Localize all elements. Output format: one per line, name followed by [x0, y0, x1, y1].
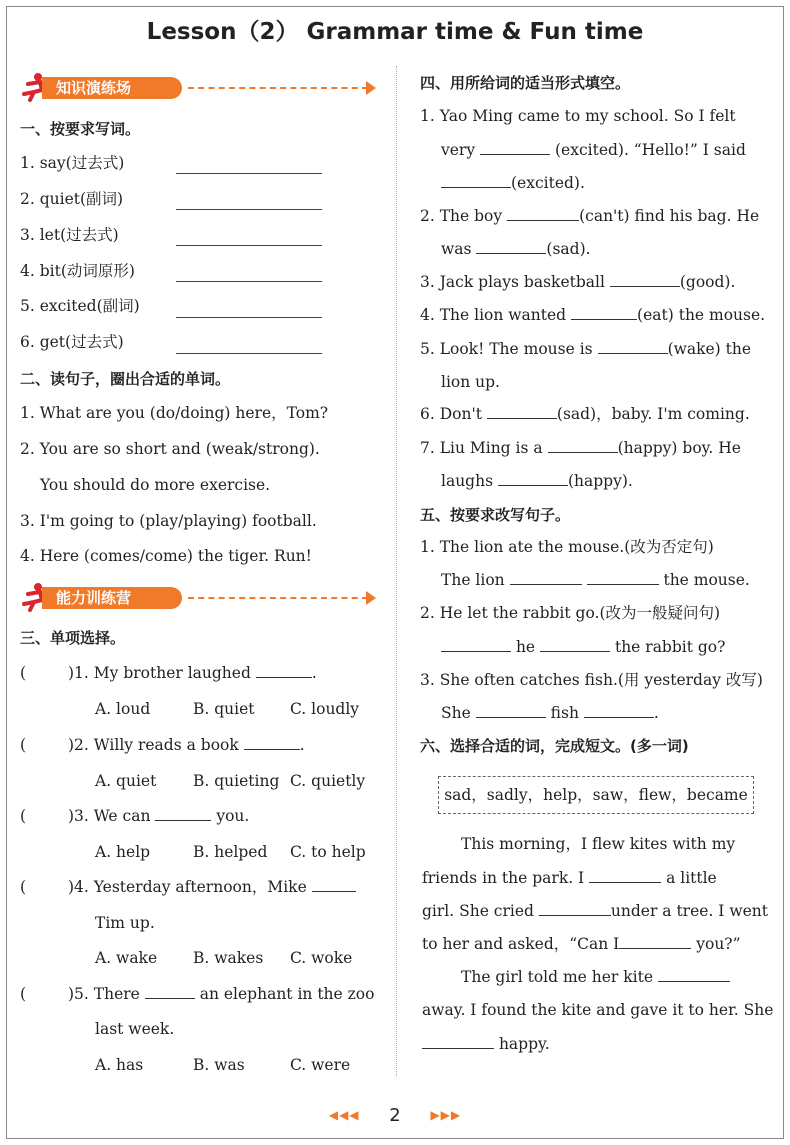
- word-item: 1. say(过去式): [20, 154, 125, 172]
- word-item: 6. get(过去式): [20, 333, 124, 351]
- question: he the rabbit go?: [441, 636, 725, 658]
- answer-paren[interactable]: (: [20, 664, 27, 682]
- question-cont: last week.: [95, 1020, 175, 1038]
- option[interactable]: A. help: [95, 843, 151, 861]
- option[interactable]: C. quietly: [290, 772, 366, 790]
- word-item: 2. quiet(副词): [20, 190, 124, 208]
- question: 1. Yao Ming came to my school. So I felt: [420, 107, 736, 125]
- question: lion up.: [441, 373, 500, 391]
- question: )1. My brother laughed .: [68, 664, 317, 682]
- answer-blank[interactable]: [584, 702, 654, 718]
- question-cont: Tim up.: [95, 914, 155, 932]
- answer-blank[interactable]: [539, 900, 611, 916]
- question: )5. There an elephant in the zoo: [68, 985, 375, 1003]
- question: 3. She often catches fish.(用 yesterday 改写): [420, 671, 763, 689]
- passage-line: friends in the park. I a little: [422, 869, 717, 887]
- question: )3. We can you.: [68, 807, 250, 825]
- section-heading: 六、选择合适的词，完成短文。(多一词): [420, 737, 689, 755]
- answer-blank[interactable]: [176, 353, 322, 354]
- banner-arrow-icon: [366, 591, 376, 605]
- option[interactable]: A. wake: [95, 949, 158, 967]
- answer-blank[interactable]: [422, 1033, 494, 1049]
- answer-blank[interactable]: [510, 569, 582, 585]
- option[interactable]: A. loud: [95, 700, 151, 718]
- answer-blank[interactable]: [256, 662, 312, 678]
- answer-blank[interactable]: [507, 205, 579, 221]
- passage-line: away. I found the kite and gave it to her. She: [422, 1001, 774, 1019]
- answer-blank[interactable]: [312, 876, 356, 892]
- word-item: 4. bit(动词原形): [20, 262, 135, 280]
- page-title: Lesson（2） Grammar time & Fun time: [146, 19, 644, 45]
- passage-line: happy.: [422, 1033, 550, 1055]
- option[interactable]: C. woke: [290, 949, 353, 967]
- banner-arrow-icon: [366, 81, 376, 95]
- passage-line: This morning，I flew kites with my: [461, 835, 736, 853]
- answer-blank[interactable]: [244, 734, 300, 750]
- question: 3. Jack plays basketball (good).: [420, 273, 736, 291]
- question: )2. Willy reads a book .: [68, 736, 305, 754]
- option[interactable]: B. quieting: [193, 772, 280, 790]
- question: )4. Yesterday afternoon，Mike: [68, 876, 356, 898]
- answer-paren[interactable]: (: [20, 736, 27, 754]
- answer-blank[interactable]: [540, 636, 610, 652]
- answer-blank[interactable]: [155, 805, 211, 821]
- answer-blank[interactable]: [476, 702, 546, 718]
- question: 2. The boy (can't) find his bag. He: [420, 207, 760, 225]
- section-banner-2: [20, 582, 380, 612]
- banner-label: 知识演练场: [42, 77, 182, 99]
- answer-blank[interactable]: [176, 245, 322, 246]
- answer-blank[interactable]: [487, 403, 557, 419]
- question: 1. The lion ate the mouse.(改为否定句): [420, 538, 714, 556]
- passage-line: The girl told me her kite: [461, 966, 730, 988]
- answer-blank[interactable]: [571, 304, 637, 320]
- question: 6. Don't (sad)，baby. I'm coming.: [420, 405, 750, 423]
- word-item: 3. let(过去式): [20, 226, 119, 244]
- question: (excited).: [441, 172, 585, 194]
- question: laughs (happy).: [441, 472, 633, 490]
- question: was (sad).: [441, 240, 591, 258]
- answer-blank[interactable]: [176, 209, 322, 210]
- answer-blank[interactable]: [619, 933, 691, 949]
- question: very (excited). “Hello!” I said: [441, 141, 746, 159]
- sentence: You should do more exercise.: [40, 476, 271, 494]
- option[interactable]: B. wakes: [193, 949, 264, 967]
- passage-line: to her and asked，“Can I you?”: [422, 935, 741, 953]
- prev-arrows-icon: ◀◀◀: [328, 1108, 360, 1122]
- answer-paren[interactable]: (: [20, 985, 27, 1003]
- option[interactable]: A. has: [95, 1056, 144, 1074]
- sentence: 2. You are so short and (weak/strong).: [20, 440, 320, 458]
- question: She fish .: [441, 704, 659, 722]
- answer-blank[interactable]: [145, 983, 195, 999]
- question: 2. He let the rabbit go.(改为一般疑问句): [420, 604, 721, 622]
- answer-blank[interactable]: [476, 238, 546, 254]
- banner-label: 能力训练营: [42, 587, 182, 609]
- option[interactable]: C. loudly: [290, 700, 360, 718]
- section-heading: 三、单项选择。: [20, 629, 126, 647]
- answer-blank[interactable]: [658, 966, 730, 982]
- answer-blank[interactable]: [587, 569, 659, 585]
- answer-blank[interactable]: [548, 437, 618, 453]
- section-heading: 四、用所给词的适当形式填空。: [420, 74, 631, 92]
- question: 4. The lion wanted (eat) the mouse.: [420, 306, 766, 324]
- section-heading: 一、按要求写词。: [20, 120, 141, 138]
- answer-blank[interactable]: [498, 470, 568, 486]
- section-banner-1: [20, 72, 380, 102]
- banner-dash: [188, 87, 368, 89]
- answer-paren[interactable]: (: [20, 878, 27, 896]
- answer-paren[interactable]: (: [20, 807, 27, 825]
- answer-blank[interactable]: [598, 338, 668, 354]
- answer-blank[interactable]: [441, 636, 511, 652]
- word-bank: sad，sadly，help，saw，flew，became: [438, 776, 754, 814]
- question: The lion the mouse.: [441, 571, 750, 589]
- page-footer: [0, 1104, 790, 1126]
- sentence: 4. Here (comes/come) the tiger. Run!: [20, 547, 312, 565]
- page-number: 2: [389, 1104, 401, 1126]
- question: 5. Look! The mouse is (wake) the: [420, 340, 752, 358]
- section-heading: 二、读句子，圈出合适的单词。: [20, 370, 231, 388]
- answer-blank[interactable]: [589, 867, 661, 883]
- word-item: 5. excited(副词): [20, 297, 140, 315]
- sentence: 3. I'm going to (play/playing) football.: [20, 512, 317, 530]
- option[interactable]: B. was: [193, 1056, 245, 1074]
- option[interactable]: B. quiet: [193, 700, 255, 718]
- option[interactable]: C. were: [290, 1056, 351, 1074]
- option[interactable]: B. helped: [193, 843, 268, 861]
- column-divider: [396, 66, 397, 1076]
- option[interactable]: A. quiet: [95, 772, 157, 790]
- next-arrows-icon: ▶▶▶: [430, 1108, 462, 1122]
- answer-blank[interactable]: [610, 271, 680, 287]
- answer-blank[interactable]: [176, 281, 322, 282]
- banner-dash: [188, 597, 368, 599]
- sentence: 1. What are you (do/doing) here，Tom?: [20, 404, 329, 422]
- passage-line: girl. She cried under a tree. I went: [422, 902, 768, 920]
- question: 7. Liu Ming is a (happy) boy. He: [420, 439, 741, 457]
- answer-blank[interactable]: [176, 173, 322, 174]
- answer-blank[interactable]: [176, 317, 322, 318]
- answer-blank[interactable]: [480, 139, 550, 155]
- section-heading: 五、按要求改写句子。: [420, 506, 571, 524]
- option[interactable]: C. to help: [290, 843, 366, 861]
- answer-blank[interactable]: [441, 172, 511, 188]
